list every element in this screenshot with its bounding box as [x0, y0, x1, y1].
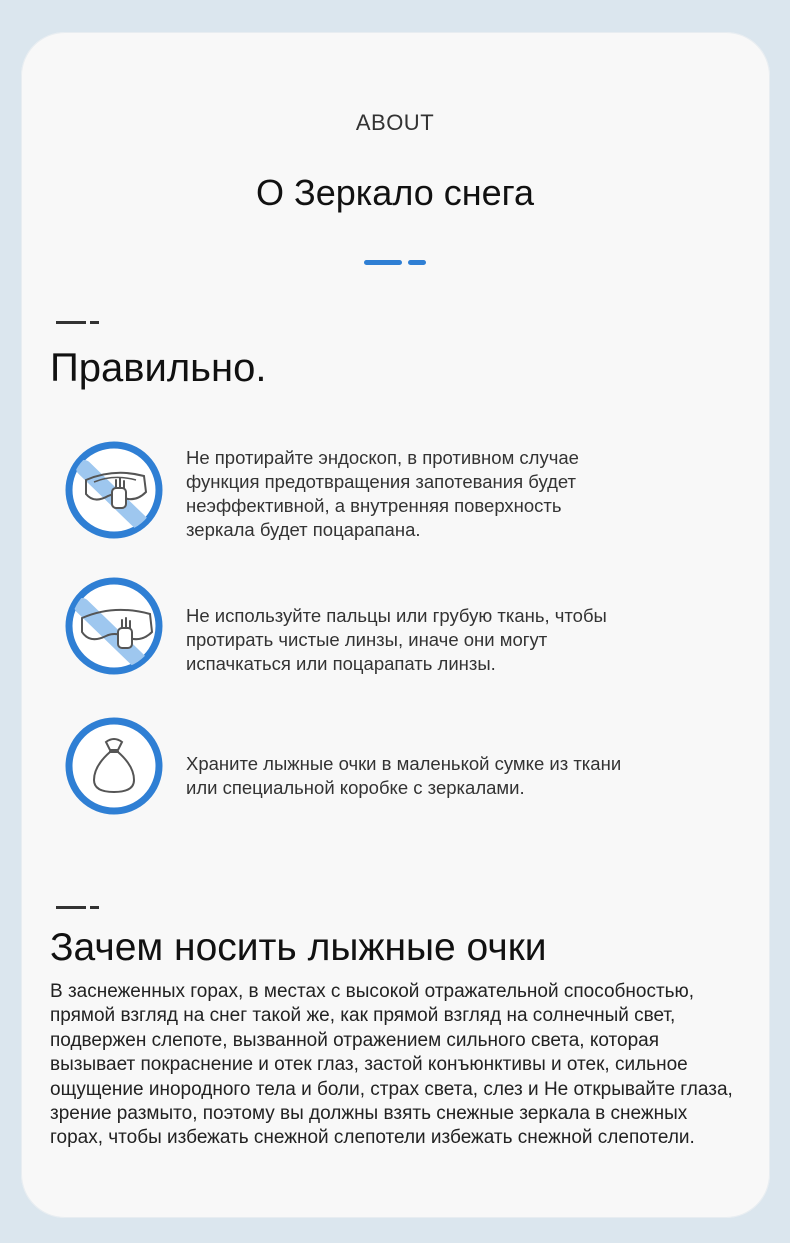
care-tip-text: Не протирайте эндоскоп, в противном случае функция предотвращения запотевания будет неэффективной, а внутренняя поверхность зеркала будет поцарапана.	[186, 447, 579, 540]
page-title: О Зеркало снега	[255, 172, 535, 213]
eyebrow-label: ABOUT	[355, 110, 435, 135]
care-tip-text: Храните лыжные очки в маленькой сумке из ткани или специальной коробке с зеркалами.	[186, 753, 622, 798]
section-title-why: Зачем носить лыжные очки	[50, 926, 547, 969]
no-finger-wipe-lens-icon	[64, 576, 164, 676]
care-tip-text: Не используйте пальцы или грубую ткань, чтобы протирать чистые линзы, иначе они могут испачкаться или поцарапать линзы.	[186, 605, 607, 674]
section-title-correct: Правильно.	[50, 346, 267, 390]
no-wipe-inside-goggles-icon	[64, 440, 164, 540]
why-body-text: В заснеженных горах, в местах с высокой отражательной способностью, прямой взгляд на снег такой же, как прямой взгляд на солнечный свет, подвержен слепоте, вызванной отражением сильного света, которая вызывает покраснение и отек глаз, застой конъюнктивы и отек, сильное ощущение инородного тела и боли, страх света, слез и Не открывайте глаза, зрение размыто, поэтому вы должны взять снежные зеркала в снежных горах, чтобы избежать снежной слепотели избежать снежной слепотели.	[50, 981, 733, 1149]
storage-bag-icon	[64, 716, 164, 816]
